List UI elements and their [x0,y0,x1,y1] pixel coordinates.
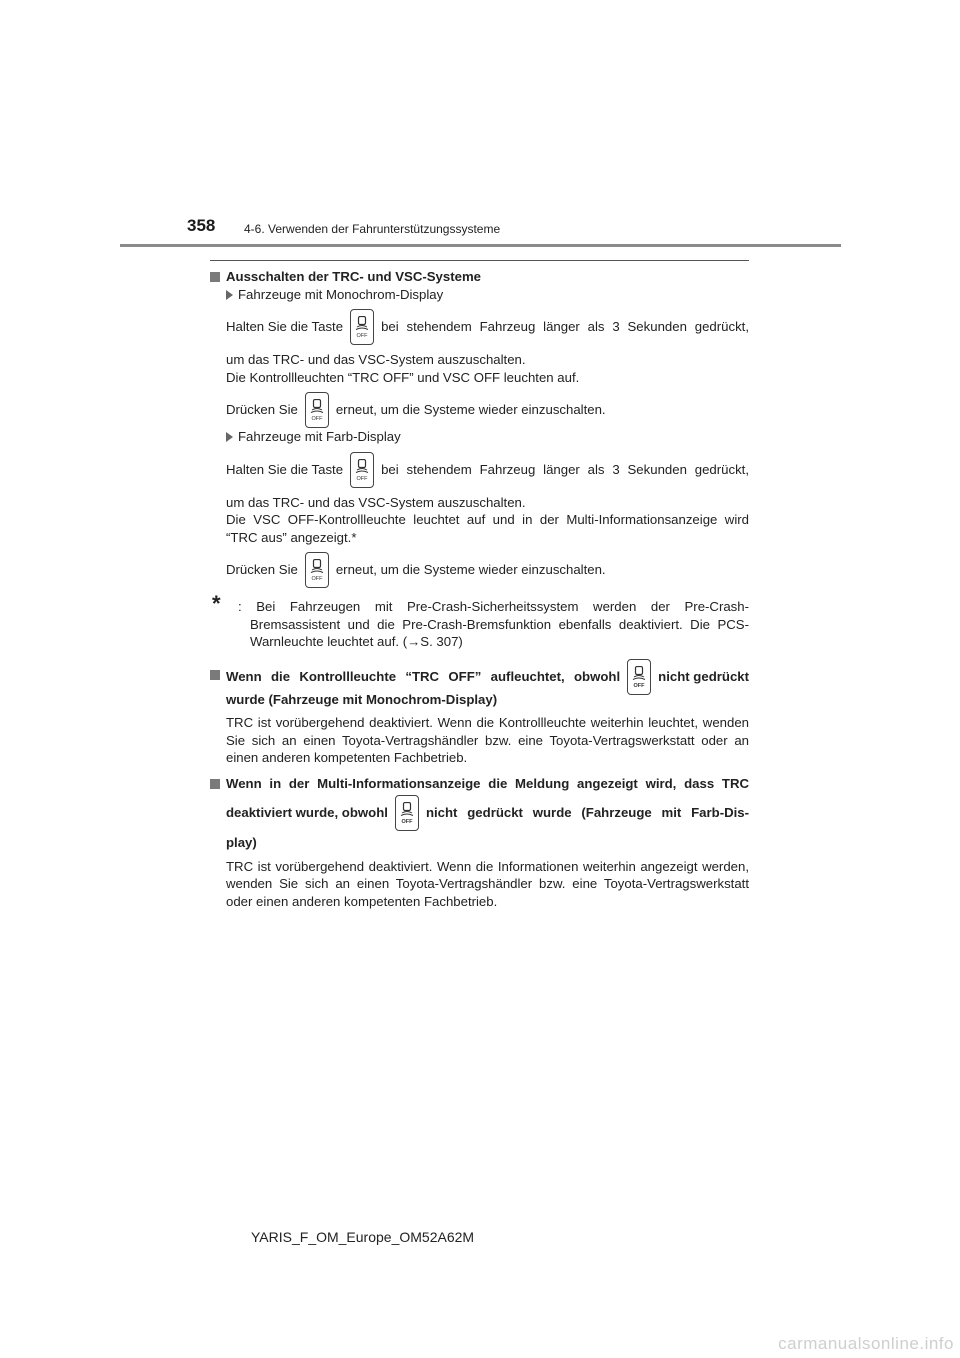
heading-text: nicht gedrückt wurde (Fahrzeuge mit Farb-Dis- [425,805,749,821]
triangle-arrow-icon [226,432,233,442]
vsc-off-button-icon [395,795,419,831]
svg-text:OFF: OFF [356,475,368,481]
instruction-text: erneut, um die Systeme wieder einzuschalten. [335,562,606,578]
instruction-text: erneut, um die Systeme wieder einzuschalten. [335,402,606,418]
instruction-text: bei stehendem Fahrzeug länger als 3 Sekunden gedrückt, [381,319,749,335]
watermark: carmanualsonline.info [778,1334,954,1353]
section-heading-trc-vsc-off [210,268,749,286]
square-bullet-icon [210,670,220,680]
instruction-text: Die VSC OFF-Kontrollleuchte leuchtet auf und in der Multi-Informationsanzeige wird “TRC aus” angezeigt.* [226,512,749,545]
vsc-off-button-icon [305,552,329,588]
section-title: 4-6. Verwenden der Fahrunterstützungssysteme [244,222,501,236]
square-bullet-icon [210,779,220,789]
subheading-text: Fahrzeuge mit Farb-Display [238,429,401,444]
page-content [210,268,749,910]
instruction-line [210,452,749,488]
instruction-text: um das TRC- und das VSC-System auszuschalten. [226,352,526,367]
svg-text:OFF: OFF [633,682,645,688]
subheading-mono [210,286,749,304]
body-text: TRC ist vorübergehend deaktiviert. Wenn die Informationen weiterhin angezeigt werden, wenden Sie sich an einen Toyota-Vertragshändler bzw. eine Toyota-Vertragswerkstatt oder einen anderen kompetenten Fachbetrieb. [226,858,749,909]
heading-text: nicht gedrückt [658,668,749,684]
page-number: 358 [187,216,216,235]
vsc-off-button-icon [350,452,374,488]
instruction-text: um das TRC- und das VSC-System auszuschalten. [226,494,526,510]
instruction-text: Halten Sie die Taste [226,461,344,477]
svg-text:OFF: OFF [356,333,368,338]
body-text: TRC ist vorübergehend deaktiviert. Wenn die Kontrollleuchte weiterhin leuchtet, wenden Sie sich an einen Toyota-Vertragshändler bzw. eine Toyota-Vertragswerkstatt oder an einen anderen kompetenten Fachbetrieb. [226,715,749,765]
heading-text: Wenn die Kontrollleuchte “TRC OFF” aufleuchtet, obwohl [226,668,621,684]
footnote [210,591,749,651]
heading-text: Ausschalten der TRC- und VSC-Systeme [226,269,482,284]
heading-text: wurde (Fahrzeuge mit Monochrom-Display) [226,691,498,707]
heading-text: Wenn in der Multi-Informationsanzeige die Meldung angezeigt wird, dass TRC [226,775,749,791]
content-rule [210,260,749,261]
instruction-text: bei stehendem Fahrzeug länger als 3 Sekunden gedrückt, [381,461,749,477]
vsc-off-button-icon [627,659,651,695]
heading-text: play) [226,835,257,850]
svg-text:OFF: OFF [401,819,413,824]
instruction-line [210,309,749,345]
instruction-text: Drücken Sie [226,402,298,418]
instruction-line [210,552,749,588]
footnote-text: : Bei Fahrzeugen mit Pre-Crash-Sicherheitssystem werden der Pre-Crash-Bremsassistent und die Pre-Crash-Bremsfunktion ebenfalls deaktiviert. Die PCS-Warnleuchte leuchtet auf. (→S. 307) [238,599,749,649]
instruction-line [210,392,749,428]
subheading-text: Fahrzeuge mit Monochrom-Display [238,286,444,302]
instruction-text: Die Kontrollleuchten “TRC OFF” und VSC OFF leuchten auf. [226,369,580,385]
triangle-arrow-icon [226,290,233,300]
heading-text: deaktiviert wurde, obwohl [226,805,388,821]
svg-text:OFF: OFF [311,416,323,421]
instruction-text: Halten Sie die Taste [226,319,344,335]
document-code: YARIS_F_OM_Europe_OM52A62M [251,1229,475,1245]
section-heading-trc-off-light [210,659,749,709]
header-rule [120,244,841,247]
subheading-color [210,428,749,446]
footnote-marker: * [212,591,221,616]
vsc-off-button-icon [350,309,374,345]
svg-text:OFF: OFF [311,576,323,581]
instruction-text: Drücken Sie [226,562,298,578]
vsc-off-button-icon [305,392,329,428]
square-bullet-icon [210,272,220,282]
section-heading-trc-message [210,775,749,852]
